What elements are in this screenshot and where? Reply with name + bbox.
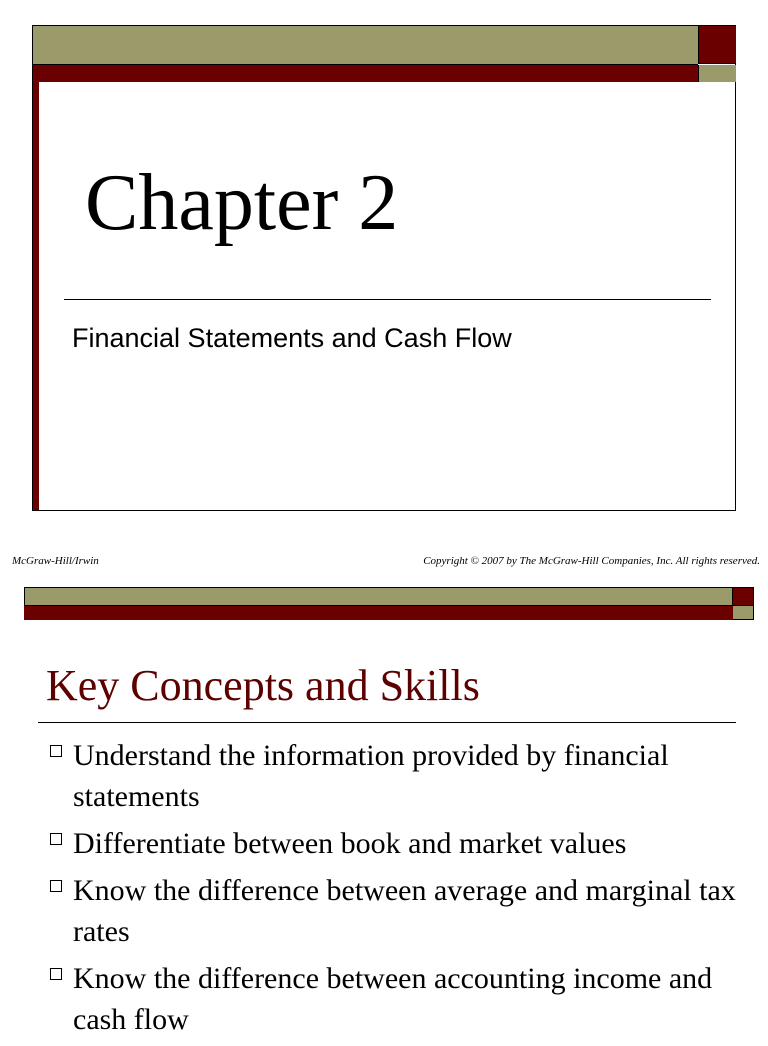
header-band-maroon (33, 65, 698, 82)
slide2-header-corner-square (733, 587, 754, 606)
bullet-item (46, 870, 746, 952)
bullet-list (46, 735, 746, 1046)
hollow-square-icon (50, 745, 62, 757)
bullet-item (46, 823, 746, 864)
chapter-subtitle: Financial Statements and Cash Flow (72, 323, 512, 353)
hollow-square-icon (50, 880, 62, 892)
header-band-olive (33, 26, 698, 65)
bullet-text: Understand the information provided by financial statements (73, 739, 669, 813)
bullet-text: Know the difference between average and marginal tax rates (73, 874, 736, 948)
bullet-item (46, 735, 746, 817)
slide-title-divider (38, 722, 736, 723)
bullet-text: Know the difference between accounting income and cash flow (73, 962, 713, 1036)
publisher-label: McGraw-Hill/Irwin (12, 555, 99, 567)
slide2-header-band-maroon (24, 606, 733, 620)
slide-title: Key Concepts and Skills (46, 661, 480, 710)
hollow-square-icon (50, 833, 62, 845)
title-divider (64, 299, 711, 300)
header-corner-small-square (698, 65, 736, 82)
slide2-header-band-olive (24, 587, 733, 606)
title-slide (32, 25, 736, 511)
slide2-header-corner-small-square (733, 606, 754, 620)
left-accent-bar (33, 65, 39, 510)
bullet-text: Differentiate between book and market values (73, 827, 627, 860)
copyright-notice: Copyright © 2007 by The McGraw-Hill Companies, Inc. All rights reserved. (423, 555, 760, 567)
hollow-square-icon (50, 968, 62, 980)
header-corner-square (698, 26, 736, 64)
chapter-title: Chapter 2 (85, 159, 399, 247)
bullet-item (46, 958, 746, 1040)
